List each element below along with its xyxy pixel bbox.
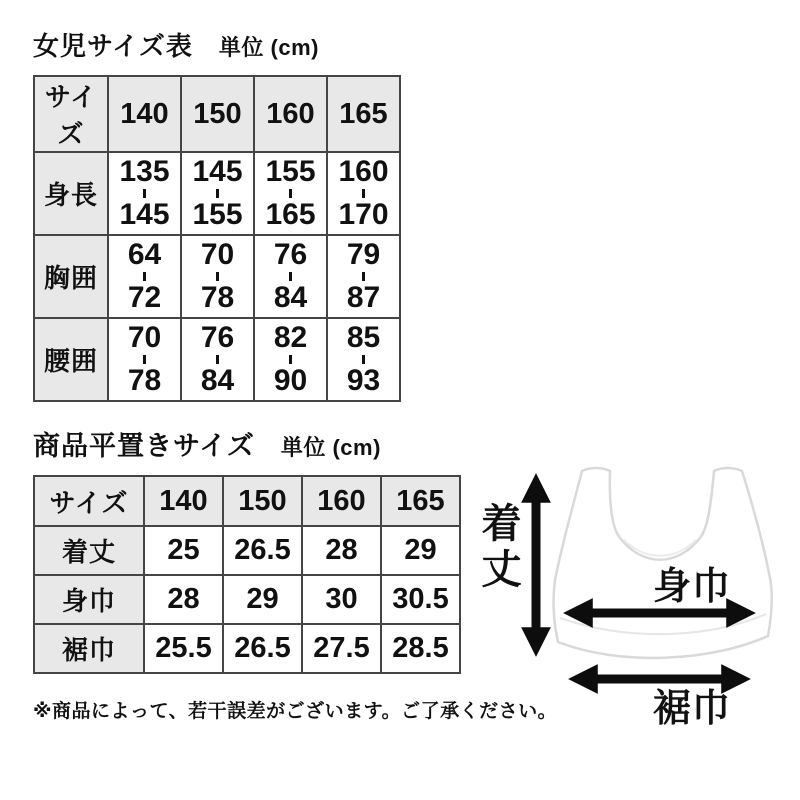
value-cell: 26.5 — [223, 526, 302, 575]
range-from: 76 — [273, 238, 308, 271]
range-to: 72 — [127, 281, 162, 314]
range-dash-icon — [216, 272, 219, 281]
range-from: 82 — [273, 321, 308, 354]
value-cell: 29 — [223, 575, 302, 624]
range-to: 165 — [265, 198, 316, 231]
range-dash-icon — [143, 189, 146, 198]
range-dash-icon — [289, 189, 292, 198]
range-from: 135 — [119, 155, 170, 188]
range-to: 84 — [200, 364, 235, 397]
bra-illustration — [554, 468, 772, 658]
girls-header-row — [34, 76, 400, 152]
range-dash-icon — [216, 355, 219, 364]
range-to: 170 — [338, 198, 389, 231]
row-label: 裾巾 — [34, 624, 144, 673]
row-label: 腰囲 — [34, 318, 108, 401]
value-cell: 28 — [144, 575, 223, 624]
range-to: 90 — [273, 364, 308, 397]
value-cell: 28.5 — [381, 624, 460, 673]
range-cell — [254, 318, 327, 401]
girls-table-unit: 単位 (cm) — [218, 35, 319, 60]
width-label: 身巾 — [653, 566, 732, 608]
size-column-header: 140 — [144, 476, 223, 526]
range-to: 84 — [273, 281, 308, 314]
range-cell — [108, 318, 181, 401]
girls-size-section — [33, 26, 401, 402]
flat-width-row — [34, 575, 460, 624]
range-dash-icon — [289, 355, 292, 364]
row-label: 身長 — [34, 152, 108, 235]
range-to: 155 — [192, 198, 243, 231]
size-column-header: 140 — [108, 76, 181, 152]
length-label: 着丈 — [476, 502, 520, 594]
row-label: 着丈 — [34, 526, 144, 575]
range-cell — [108, 235, 181, 318]
girls-chest-row — [34, 235, 400, 318]
range-cell — [108, 152, 181, 235]
range-from: 76 — [200, 321, 235, 354]
size-column-header: 165 — [381, 476, 460, 526]
range-to: 78 — [127, 364, 162, 397]
range-cell — [327, 318, 400, 401]
size-column-header: 165 — [327, 76, 400, 152]
value-cell: 26.5 — [223, 624, 302, 673]
range-cell — [254, 152, 327, 235]
size-column-header: 150 — [223, 476, 302, 526]
range-dash-icon — [143, 355, 146, 364]
value-cell: 25 — [144, 526, 223, 575]
range-to: 93 — [346, 364, 381, 397]
range-from: 70 — [127, 321, 162, 354]
range-dash-icon — [362, 355, 365, 364]
range-dash-icon — [143, 272, 146, 281]
range-cell — [327, 235, 400, 318]
range-dash-icon — [362, 272, 365, 281]
girls-table-title: 女児サイズ表 — [33, 31, 193, 61]
row-label: 胸囲 — [34, 235, 108, 318]
range-cell — [327, 152, 400, 235]
range-to: 87 — [346, 281, 381, 314]
range-to: 145 — [119, 198, 170, 231]
value-cell: 25.5 — [144, 624, 223, 673]
range-dash-icon — [289, 272, 292, 281]
range-from: 64 — [127, 238, 162, 271]
size-column-header: 160 — [302, 476, 381, 526]
flat-table-unit: 単位 (cm) — [280, 435, 381, 460]
range-cell — [254, 235, 327, 318]
flat-table-title: 商品平置きサイズ — [33, 431, 255, 461]
value-cell: 30 — [302, 575, 381, 624]
size-column-header: サイズ — [34, 76, 108, 152]
size-column-header: 160 — [254, 76, 327, 152]
flat-size-table — [33, 475, 461, 674]
girls-waist-row — [34, 318, 400, 401]
range-cell — [181, 152, 254, 235]
row-label: 身巾 — [34, 575, 144, 624]
bra-outline — [554, 468, 772, 658]
flat-length-row — [34, 526, 460, 575]
range-from: 70 — [200, 238, 235, 271]
range-dash-icon — [362, 189, 365, 198]
range-cell — [181, 318, 254, 401]
flat-hem-row — [34, 624, 460, 673]
hem-label: 裾巾 — [653, 688, 732, 730]
flat-header-row — [34, 476, 460, 526]
disclaimer-note: ※商品によって、若干誤差がございます。ご了承ください。 — [33, 701, 558, 722]
measurement-diagram — [470, 440, 800, 760]
range-from: 145 — [192, 155, 243, 188]
range-from: 155 — [265, 155, 316, 188]
value-cell: 29 — [381, 526, 460, 575]
range-from: 160 — [338, 155, 389, 188]
girls-height-row — [34, 152, 400, 235]
girls-title-row — [33, 26, 401, 63]
range-cell — [181, 235, 254, 318]
range-dash-icon — [216, 189, 219, 198]
value-cell: 28 — [302, 526, 381, 575]
value-cell: 30.5 — [381, 575, 460, 624]
size-column-header: サイズ — [34, 476, 144, 526]
range-from: 79 — [346, 238, 381, 271]
range-to: 78 — [200, 281, 235, 314]
range-from: 85 — [346, 321, 381, 354]
bra-diagram-svg — [470, 440, 800, 760]
size-column-header: 150 — [181, 76, 254, 152]
value-cell: 27.5 — [302, 624, 381, 673]
girls-size-table — [33, 75, 401, 402]
